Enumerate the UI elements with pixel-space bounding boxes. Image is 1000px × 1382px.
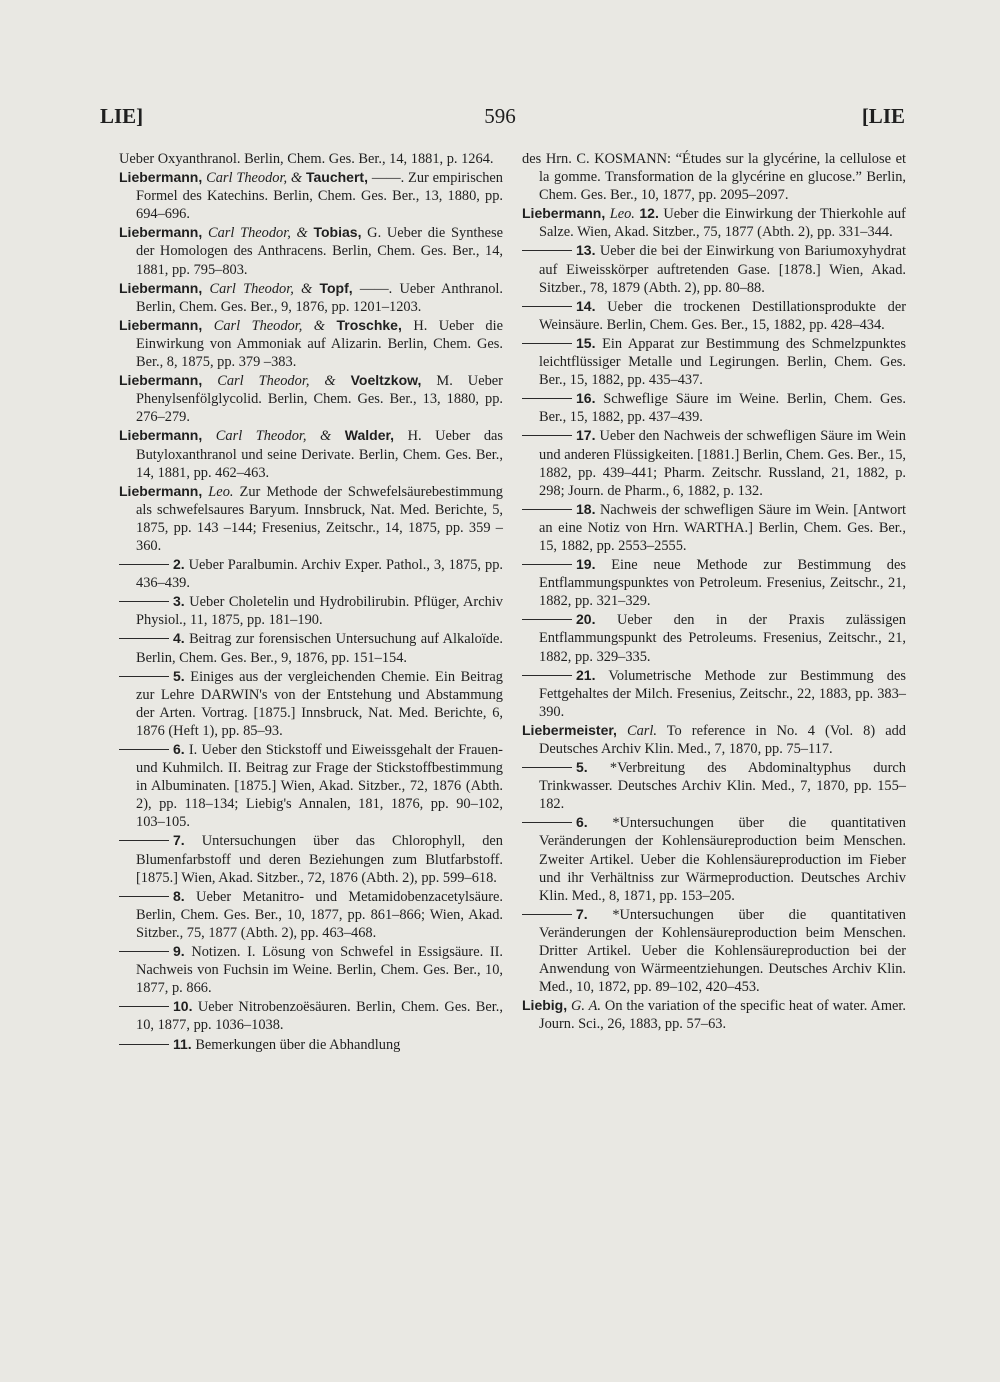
entry-text: Ueber Oxyanthranol. Berlin, Chem. Ges. Ber., 14, 1881, p. 1264.	[119, 151, 494, 167]
entry-text: Ueber Nitrobenzoësäuren. Berlin, Chem. Ges. Ber., 10, 1877, pp. 1036–1038.	[136, 999, 503, 1034]
entry-text: des Hrn. C. KOSMANN: “Études sur la glycérine, la cellulose et la gomme. Transformation de la glycérine en glucose.” Berlin, Chem. Ges. Ber., 10, 1877, pp. 2095–2097.	[522, 151, 906, 204]
bibliography-entry	[119, 371, 503, 426]
bibliography-entry	[119, 887, 503, 942]
ditto-dash	[119, 638, 169, 639]
bibliography-entry	[522, 813, 906, 904]
entry-text: Ueber Choletelin und Hydrobilirubin. Pflüger, Archiv Physiol., 11, 1875, pp. 181–190.	[136, 594, 503, 629]
author-heading: Liebermeister,	[522, 721, 617, 738]
bibliography-entry	[119, 831, 503, 886]
author-given-names: Carl Theodor, &	[209, 280, 313, 297]
ditto-dash	[522, 822, 572, 823]
bibliography-entry	[522, 334, 906, 389]
bibliography-entry	[119, 942, 503, 997]
ditto-dash	[119, 896, 169, 897]
entry-text: I. Ueber den Stickstoff und Eiweissgehalt der Frauen- und Kuhmilch. II. Beitrag zur Frage der Stickstoffbestimmung in Albuminaten. [1875.] Wien, Akad. Sitzber., 72, 1876 (Abth. 2), pp. 118–134; Liebig's Annalen, 181, 1876, pp. 90–102, 103–105.	[136, 742, 503, 831]
coauthor-heading: Walder,	[344, 427, 395, 444]
ditto-dash	[119, 840, 169, 841]
entry-text: Zur Methode der Schwefelsäurebestimmung als schwefelsaures Baryum. Innsbruck, Nat. Med. Berichte, 5, 1875, pp. 143 –144; Fresenius, Zeitschr., 14, 1875, pp. 359 –360.	[136, 483, 503, 554]
bibliography-entry	[119, 667, 503, 740]
entry-text: M. Ueber Phenylsenfölglycolid. Berlin, Chem. Ges. Ber., 13, 1880, pp. 276–279.	[136, 373, 503, 426]
ditto-dash	[119, 951, 169, 952]
ditto-dash	[119, 676, 169, 677]
entry-number: 2.	[173, 556, 185, 573]
bibliography-entry	[522, 500, 906, 555]
entry-number: 16.	[576, 390, 596, 407]
left-column	[119, 150, 503, 1054]
ditto-dash	[119, 1006, 169, 1007]
ditto-dash	[522, 398, 572, 399]
entry-number: 13.	[576, 242, 596, 259]
author-given-names: Carl Theodor, &	[213, 317, 326, 334]
entry-number: 6.	[576, 814, 588, 831]
coauthor-heading: Troschke,	[336, 316, 402, 333]
author-heading: Liebig,	[522, 997, 568, 1014]
bibliography-entry	[522, 389, 906, 426]
ditto-dash	[522, 564, 572, 565]
entry-text: H. Ueber die Einwirkung von Ammoniak auf Alizarin. Berlin, Chem. Ges. Ber., 8, 1875, pp. 379 –383.	[136, 317, 503, 371]
entry-text: Volumetrische Methode zur Bestimmung des Fettgehaltes der Milch. Fresenius, Zeitschr., 22, 1883, pp. 383–390.	[539, 667, 906, 720]
author-heading: Liebermann,	[119, 427, 203, 444]
page-number: 596	[484, 104, 516, 128]
entry-number: 9.	[173, 943, 185, 960]
ditto-dash	[119, 1044, 169, 1045]
entry-number: 3.	[173, 593, 185, 610]
entry-number: 7.	[173, 832, 185, 849]
entry-number: 5.	[576, 759, 588, 776]
coauthor-heading: Topf,	[319, 279, 353, 296]
coauthor-heading: Voeltzkow,	[350, 372, 422, 389]
entry-text: Einiges aus der vergleichenden Chemie. Ein Beitrag zur Lehre DARWIN's von der Entstehung und Abstammung der Arten. Vortrag. [1875.] Innsbruck, Nat. Med. Berichte, 6, 1876 (Heft 1), pp. 85–93.	[136, 668, 503, 739]
entry-text: ——. Zur empirischen Formel des Katechins. Berlin, Chem. Ges. Ber., 13, 1880, pp. 694–696.	[136, 170, 503, 223]
bibliography-entry	[522, 996, 906, 1033]
entry-text: H. Ueber das Butyloxanthranol und seine Derivate. Berlin, Chem. Ges. Ber., 14, 1881, pp. 462–463.	[136, 428, 504, 481]
bibliography-entry	[119, 223, 503, 278]
entry-text: Ueber Paralbumin. Archiv Exper. Pathol., 3, 1875, pp. 436–439.	[136, 557, 503, 592]
entry-number: 11.	[173, 1035, 192, 1052]
author-heading: Liebermann,	[522, 205, 606, 222]
entry-text: Nachweis der schwefligen Säure im Wein. [Antwort an eine Notiz von Hrn. WARTHA.] Berlin, Chem. Ges. Ber., 15, 1882, pp. 2553–2555.	[539, 501, 906, 554]
bibliography-entry	[119, 629, 503, 666]
entry-number: 15.	[576, 334, 596, 351]
bibliography-entry	[522, 555, 906, 610]
author-given-names: Carl Theodor, &	[206, 170, 303, 187]
bibliography-entry	[522, 241, 906, 296]
entry-number: 18.	[576, 500, 596, 517]
author-given-names: Leo.	[208, 483, 234, 500]
ditto-dash	[522, 914, 572, 915]
author-heading: Liebermann,	[119, 372, 203, 389]
right-column	[522, 150, 906, 1034]
entry-number: 8.	[173, 887, 185, 904]
author-heading: Liebermann,	[119, 279, 203, 296]
bibliography-entry	[119, 168, 503, 223]
bibliography-entry	[119, 482, 503, 555]
ditto-dash	[522, 250, 572, 251]
author-given-names: Carl.	[626, 722, 657, 739]
ditto-dash	[119, 564, 169, 565]
entry-text: *Verbreitung des Abdominaltyphus durch Trinkwasser. Deutsches Archiv Klin. Med., 7, 1870, pp. 155–182.	[539, 760, 906, 813]
entry-number: 20.	[576, 611, 596, 628]
entry-text: Notizen. I. Lösung von Schwefel in Essigsäure. II. Nachweis von Fuchsin im Weine. Berlin, Chem. Ges. Ber., 10, 1877, p. 866.	[136, 944, 503, 997]
entry-text: Ueber die Einwirkung der Thierkohle auf Salze. Wien, Akad. Sitzber., 75, 1877 (Abth. 2), pp. 331–344.	[539, 206, 906, 241]
ditto-dash	[522, 767, 572, 768]
ditto-dash	[119, 601, 169, 602]
bibliography-entry	[119, 1035, 503, 1054]
bibliography-entry	[119, 997, 503, 1034]
ditto-dash	[522, 675, 572, 676]
author-heading: Liebermann,	[119, 224, 203, 241]
ditto-dash	[522, 435, 572, 436]
entry-text: ——. Ueber Anthranol. Berlin, Chem. Ges. Ber., 9, 1876, pp. 1201–1203.	[136, 280, 503, 315]
entry-number: 17.	[576, 427, 596, 444]
entry-number: 10.	[173, 998, 193, 1015]
author-given-names: Carl Theodor, &	[217, 373, 336, 390]
ditto-dash	[522, 343, 572, 344]
bibliography-entry	[522, 758, 906, 813]
entry-number: 19.	[576, 556, 596, 573]
entry-number: 4.	[173, 630, 185, 647]
bibliography-entry	[522, 905, 906, 996]
bibliography-entry	[522, 426, 906, 499]
author-given-names: Carl Theodor, &	[215, 428, 332, 445]
header-right-guide: [LIE	[861, 104, 905, 128]
page-header	[0, 104, 1000, 134]
bibliography-entry	[522, 297, 906, 334]
entry-text: Bemerkungen über die Abhandlung	[195, 1036, 401, 1053]
entry-text: Eine neue Methode zur Bestimmung des Entflammungspunktes von Petroleum. Fresenius, Zeitschr., 21, 1882, pp. 321–329.	[539, 557, 906, 610]
author-given-names: Carl Theodor, &	[207, 225, 308, 242]
entry-text: Schweflige Säure im Weine. Berlin, Chem. Ges. Ber., 15, 1882, pp. 437–439.	[539, 391, 906, 426]
entry-text: Untersuchungen über das Chlorophyll, den Blumenfarbstoff und deren Beziehungen zum Blutfarbstoff. [1875.] Wien, Akad. Sitzber., 72, 1876 (Abth. 2), pp. 599–618.	[136, 833, 503, 886]
bibliography-entry	[522, 150, 906, 204]
entry-text: Beitrag zur forensischen Untersuchung auf Alkaloïde. Berlin, Chem. Ges. Ber., 9, 1876, pp. 151–154.	[136, 631, 503, 666]
entry-text: *Untersuchungen über die quantitativen Veränderungen der Kohlensäureproduction beim Menschen. Zweiter Artikel. Ueber die Kohlensäureproduction im Fieber und ihr Verhältniss zur Wärmeproduction. Deutsches Archiv Klin. Med., 8, 1871, pp. 153–205.	[539, 815, 906, 904]
bibliography-entry	[119, 279, 503, 316]
coauthor-heading: Tauchert,	[305, 169, 368, 186]
entry-text: *Untersuchungen über die quantitativen Veränderungen der Kohlensäureproduction beim Menschen. Dritter Artikel. Ueber die Kohlensäureproduction bei der Anwendung von Wärmeentziehungen. Deutsches Archiv Klin. Med., 10, 1872, pp. 89–102, 420–453.	[539, 906, 906, 996]
entry-text: Ueber den in der Praxis zulässigen Entflammungspunkt des Petroleums. Fresenius, Zeitschr., 21, 1882, pp. 329–335.	[539, 612, 906, 665]
entry-number: 21.	[576, 666, 596, 683]
bibliography-entry	[119, 150, 503, 168]
bibliography-entry	[522, 721, 906, 758]
entry-number: 14.	[576, 297, 596, 314]
entry-text: Ueber den Nachweis der schwefligen Säure im Wein und anderen Flüssigkeiten. [1881.] Berlin, Chem. Ges. Ber., 15, 1882, pp. 439–441; Pharm. Zeitschr. Russland, 21, 1882, p. 298; Journ. de Pharm., 6, 1882, p. 132.	[539, 428, 906, 499]
entry-text: G. Ueber die Synthese der Homologen des Anthracens. Berlin, Chem. Ges. Ber., 14, 1881, pp. 795–803.	[136, 225, 503, 278]
bibliography-entry	[119, 740, 503, 831]
coauthor-heading: Tobias,	[313, 224, 362, 241]
bibliography-entry	[522, 666, 906, 721]
bibliography-entry	[119, 426, 503, 481]
entry-number: 6.	[173, 741, 185, 757]
bibliography-entry	[119, 316, 503, 371]
ditto-dash	[522, 619, 572, 620]
ditto-dash	[522, 306, 572, 307]
bibliography-entry	[119, 555, 503, 592]
author-heading: Liebermann,	[119, 482, 203, 499]
coauthor-heading: 12.	[639, 205, 659, 222]
ditto-dash	[522, 509, 572, 510]
entry-number: 7.	[576, 905, 588, 922]
bibliography-entry	[522, 610, 906, 665]
author-heading: Liebermann,	[119, 316, 203, 333]
author-given-names: G. A.	[571, 998, 602, 1015]
header-left-guide: LIE]	[100, 104, 144, 128]
entry-text: To reference in No. 4 (Vol. 8) add Deutsches Archiv Klin. Med., 7, 1870, pp. 75–117.	[539, 722, 906, 757]
author-given-names: Leo.	[609, 206, 635, 223]
ditto-dash	[119, 749, 169, 750]
bibliography-entry	[522, 204, 906, 241]
entry-text: Ueber die trockenen Destillationsprodukte der Weinsäure. Berlin, Chem. Ges. Ber., 15, 1882, pp. 428–434.	[539, 298, 906, 333]
entry-text: On the variation of the specific heat of water. Amer. Journ. Sci., 26, 1883, pp. 57–63.	[539, 998, 906, 1033]
entry-text: Ein Apparat zur Bestimmung des Schmelzpunktes leichtflüssiger Metalle und Legirungen. Berlin, Chem. Ges. Ber., 15, 1882, pp. 435–437.	[539, 335, 906, 389]
author-heading: Liebermann,	[119, 169, 203, 186]
entry-text: Ueber die bei der Einwirkung von Bariumoxyhydrat auf Eiweisskörper auftretenden Gase. [1878.] Wien, Akad. Sitzber., 78, 1879 (Abth. 2), pp. 80–88.	[539, 243, 906, 296]
bibliography-entry	[119, 592, 503, 629]
entry-number: 5.	[173, 667, 185, 684]
entry-text: Ueber Metanitro- und Metamidobenzacetylsäure. Berlin, Chem. Ges. Ber., 10, 1877, pp. 861–866; Wien, Akad. Sitzber., 75, 1877 (Abth. 2), pp. 463–468.	[136, 888, 503, 941]
